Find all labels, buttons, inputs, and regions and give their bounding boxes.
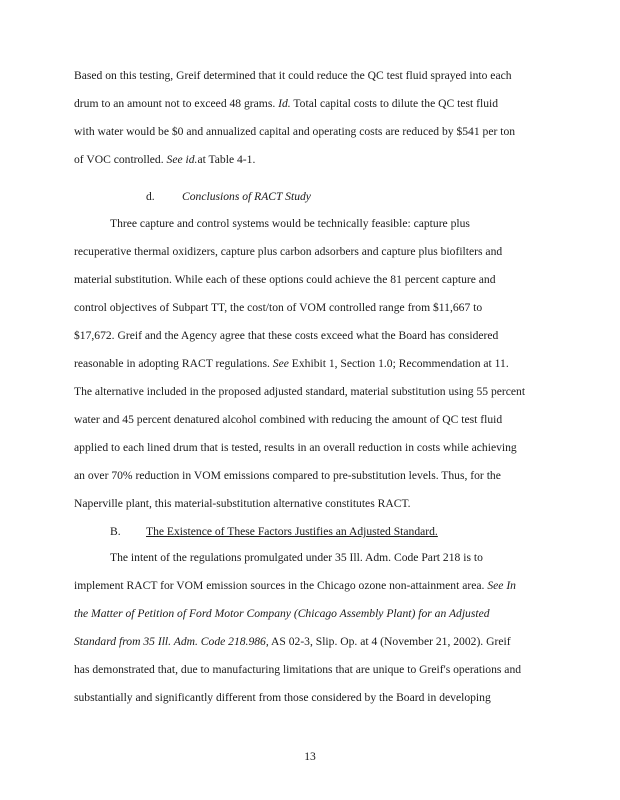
- citation: See: [272, 357, 289, 370]
- section-heading-title: Conclusions of RACT Study: [182, 190, 311, 203]
- text-line: $17,672. Greif and the Agency agree that these costs exceed what the Board has considered: [74, 329, 499, 342]
- section-heading-title: The Existence of These Factors Justifies an Adjusted Standard.: [146, 525, 438, 538]
- text-line: drum to an amount not to exceed 48 grams. Id. Total capital costs to dilute the QC test fluid: [74, 97, 499, 110]
- text-line: the Matter of Petition of Ford Motor Company (Chicago Assembly Plant) for an Adjusted: [74, 607, 490, 620]
- section-heading-number: d.: [146, 190, 155, 203]
- text-line: Standard from 35 Ill. Adm. Code 218.986, AS 02-3, Slip. Op. at 4 (November 21, 2002). Greif: [74, 635, 511, 648]
- text-line: an over 70% reduction in VOM emissions compared to pre-substitution levels. Thus, for the: [74, 469, 501, 482]
- citation: Id.: [278, 97, 291, 110]
- text-line: implement RACT for VOM emission sources in the Chicago ozone non-attainment area. See In: [74, 579, 516, 592]
- text-line: of VOC controlled. See id.at Table 4-1.: [74, 153, 256, 166]
- section-heading-number: B.: [110, 525, 121, 538]
- text-line: applied to each lined drum that is tested, results in an overall reduction in costs while achieving: [74, 441, 517, 454]
- text-line: Based on this testing, Greif determined that it could reduce the QC test fluid sprayed into each: [74, 69, 512, 82]
- text-line: water and 45 percent denatured alcohol combined with reducing the amount of QC test fluid: [74, 413, 503, 426]
- text-line: recuperative thermal oxidizers, capture plus carbon adsorbers and capture plus biofilters and: [74, 245, 503, 258]
- citation: See id.: [166, 153, 198, 166]
- citation: Standard from 35 Ill. Adm. Code 218.986: [74, 635, 266, 648]
- citation: See In: [487, 579, 516, 592]
- text-line: has demonstrated that, due to manufacturing limitations that are unique to Greif's operations and: [74, 663, 522, 676]
- text-line: Naperville plant, this material-substitution alternative constitutes RACT.: [74, 497, 411, 510]
- text-line: material substitution. While each of these options could achieve the 81 percent capture and: [74, 273, 496, 286]
- text-line: with water would be $0 and annualized capital and operating costs are reduced by $541 per ton: [74, 125, 516, 138]
- text-line: reasonable in adopting RACT regulations. See Exhibit 1, Section 1.0; Recommendation at 11.: [74, 357, 509, 370]
- page-number: 13: [304, 750, 316, 763]
- text-line: Three capture and control systems would be technically feasible: capture plus: [110, 217, 470, 230]
- text-line: control objectives of Subpart TT, the cost/ton of VOM controlled range from $11,667 to: [74, 301, 483, 314]
- text-line: The intent of the regulations promulgated under 35 Ill. Adm. Code Part 218 is to: [110, 551, 483, 564]
- text-line: substantially and significantly different from those considered by the Board in developing: [74, 691, 491, 704]
- text-line: The alternative included in the proposed adjusted standard, material substitution using 55 percent: [74, 385, 526, 398]
